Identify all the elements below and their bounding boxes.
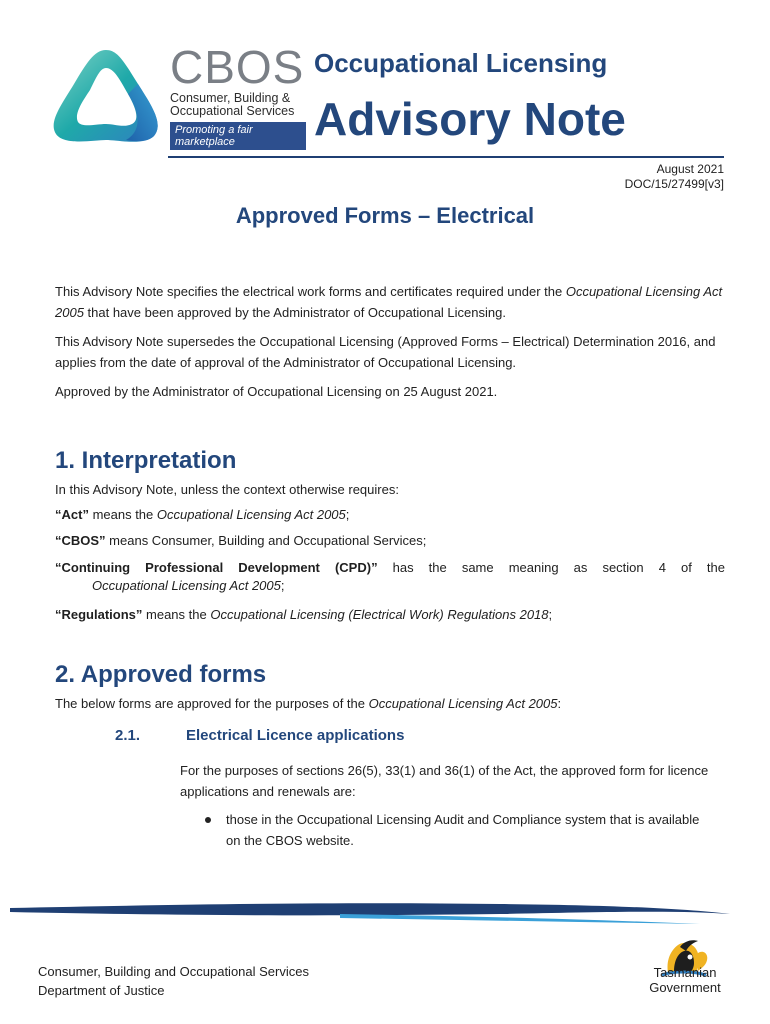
definition-term: “Continuing Professional Development (CPD)” xyxy=(55,560,378,575)
intro-p1-text-b: that have been approved by the Administrator of Occupational Licensing. xyxy=(83,305,506,320)
gov-line2: Government xyxy=(649,980,721,995)
doc-date: August 2021 xyxy=(656,162,724,176)
definition-italic: Occupational Licensing Act 2005 xyxy=(156,507,346,522)
brand-sub-line2: Occupational Services xyxy=(170,104,295,118)
subsection-number: 2.1. xyxy=(115,727,141,744)
intro-paragraph-3: Approved by the Administrator of Occupational Licensing on 25 August 2021. xyxy=(55,384,498,399)
definition-italic: Occupational Licensing Act 2005 xyxy=(92,578,281,593)
doc-reference: DOC/15/27499[v3] xyxy=(624,177,724,191)
definition-term: “CBOS” xyxy=(55,533,106,548)
cbos-logo-icon xyxy=(48,46,166,144)
government-name xyxy=(640,965,730,995)
intro-p1-text-a: This Advisory Note specifies the electrical work forms and certificates required under the xyxy=(55,284,566,299)
brand-tagline: Promoting a fair marketplace xyxy=(170,122,306,150)
section-1-heading: 1. Interpretation xyxy=(55,447,237,474)
definition-act xyxy=(55,506,725,524)
definition-regulations xyxy=(55,606,725,624)
definition-text: has the same meaning as section 4 of the xyxy=(377,560,725,575)
definition-text: means Consumer, Building and Occupational Services; xyxy=(105,533,427,548)
definition-italic: Occupational Licensing (Electrical Work) Regulations 2018 xyxy=(210,607,549,622)
definition-text-end: ; xyxy=(280,578,285,593)
definition-cpd xyxy=(55,559,725,595)
definition-text-end: ; xyxy=(345,507,350,522)
definition-text-end: ; xyxy=(548,607,553,622)
header-divider xyxy=(168,156,724,158)
page-title: Approved Forms – Electrical xyxy=(235,203,535,228)
section-2-lead-end: : xyxy=(557,696,562,711)
doc-type-title: Advisory Note xyxy=(314,93,626,145)
section-2-lead xyxy=(55,693,725,714)
gov-line1: Tasmanian xyxy=(653,965,717,980)
subsection-heading: Electrical Licence applications xyxy=(186,727,405,744)
intro-p1-act-name: Occupational Licensing Act 2005 xyxy=(55,284,723,320)
section-2-act-name: Occupational Licensing Act 2005 xyxy=(368,696,558,711)
section-2-heading: 2. Approved forms xyxy=(55,661,267,688)
subsection-text: For the purposes of sections 26(5), 33(1) and 36(1) of the Act, the approved form for licence applications and renewals are: xyxy=(180,763,709,799)
intro-paragraph-1 xyxy=(55,281,725,323)
footer-org-line1: Consumer, Building and Occupational Services xyxy=(38,964,309,979)
program-title: Occupational Licensing xyxy=(314,48,608,78)
bullet-text: those in the Occupational Licensing Audit and Compliance system that is available on the CBOS website. xyxy=(226,812,700,848)
brand-block xyxy=(170,41,310,150)
section-1-lead: In this Advisory Note, unless the context otherwise requires: xyxy=(55,482,399,497)
section-2-lead-text: The below forms are approved for the purposes of the xyxy=(55,696,369,711)
brand-name: CBOS xyxy=(170,41,305,93)
definition-cbos xyxy=(55,532,725,550)
intro-paragraph-2: This Advisory Note supersedes the Occupational Licensing (Approved Forms – Electrical) Determination 2016, and applies from the date of approval of the Administrator of Occupational Licensing. xyxy=(55,334,716,370)
bullet-icon xyxy=(205,817,211,823)
brand-sub-line1: Consumer, Building & xyxy=(170,91,291,105)
definition-text: means the xyxy=(142,607,211,622)
definition-term: “Act” xyxy=(55,507,89,522)
footer-org-line2: Department of Justice xyxy=(38,983,165,998)
definition-term: “Regulations” xyxy=(55,607,143,622)
footer-organisation xyxy=(38,962,309,1000)
definition-text: means the xyxy=(88,507,157,522)
